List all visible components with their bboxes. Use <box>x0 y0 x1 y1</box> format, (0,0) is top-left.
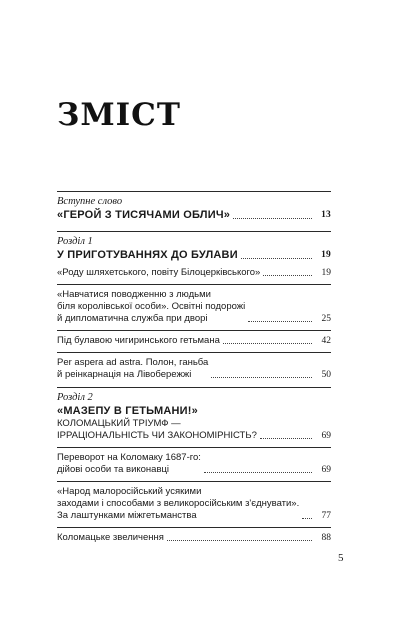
dot-leader <box>241 258 312 259</box>
dot-leader <box>233 218 312 219</box>
toc-entry[interactable] <box>57 418 331 442</box>
entry-title: КОЛОМАЦЬКИЙ ТРІУМФ — ІРРАЦІОНАЛЬНІСТЬ ЧИ ЗАКОНОМІРНІСТЬ? <box>57 418 257 441</box>
entry-title: «Народ малоросійський усякими заходами і способами з великоросійським з'єднувати». За лаштунками міжгетьманства <box>57 486 300 521</box>
entry-title: Коломацьке звеличення <box>57 532 164 543</box>
page-ref: 50 <box>321 370 331 380</box>
page-ref: 77 <box>321 511 331 521</box>
entry-divider <box>57 352 331 353</box>
dot-leader <box>223 343 312 344</box>
page-ref: 88 <box>321 533 331 543</box>
toc-section <box>57 236 331 381</box>
dot-leader <box>248 321 312 322</box>
entry-title: Під булавою чигиринського гетьмана <box>57 335 220 346</box>
section-divider <box>57 191 331 192</box>
table-of-contents <box>57 186 331 549</box>
toc-entry[interactable] <box>57 486 331 522</box>
toc-section <box>57 392 331 544</box>
section-heading: «ГЕРОЙ З ТИСЯЧАМИ ОБЛИЧ» <box>57 209 231 221</box>
entry-divider <box>57 284 331 285</box>
page-ref: 25 <box>321 314 331 324</box>
dot-leader <box>211 377 312 378</box>
page-ref: 69 <box>321 465 331 475</box>
page-ref: 19 <box>321 268 331 278</box>
dot-leader <box>204 472 312 473</box>
toc-entry[interactable] <box>57 289 331 325</box>
section-label: Розділ 2 <box>57 392 93 403</box>
section-label: Вступне слово <box>57 196 123 207</box>
section-label: Розділ 1 <box>57 236 93 247</box>
page-ref: 13 <box>321 210 331 220</box>
section-heading-row[interactable] <box>57 208 331 222</box>
entry-title: Переворот на Коломаку 1687-го: дійові особи та виконавці <box>57 452 201 475</box>
entry-divider <box>57 527 331 528</box>
toc-section <box>57 196 331 222</box>
toc-entry[interactable] <box>57 267 331 279</box>
page-ref: 19 <box>321 250 331 260</box>
section-heading-row[interactable] <box>57 404 331 418</box>
page-ref: 69 <box>321 431 331 441</box>
toc-entry[interactable] <box>57 532 331 544</box>
entry-title: Per aspera ad astra. Полон, ганьба й реінкарнація на Лівобережжі <box>57 357 209 380</box>
dot-leader <box>167 540 312 541</box>
page-number: 5 <box>338 552 344 564</box>
entry-title: «Роду шляхетського, повіту Білоцерківського» <box>57 267 261 278</box>
toc-entry[interactable] <box>57 335 331 347</box>
dot-leader <box>260 438 312 439</box>
section-heading: У ПРИГОТУВАННЯХ ДО БУЛАВИ <box>57 249 238 261</box>
dot-leader <box>263 275 312 276</box>
entry-divider <box>57 481 331 482</box>
entry-divider <box>57 330 331 331</box>
entry-title: «Навчатися поводженню з людьми біля королівської особи». Освітні подорожі й дипломатична служба при дворі <box>57 289 246 324</box>
dot-leader <box>302 518 312 519</box>
page-title: ЗМІСТ <box>57 97 181 133</box>
section-heading: «МАЗЕПУ В ГЕТЬМАНИ!» <box>57 405 198 417</box>
page-ref: 42 <box>321 336 331 346</box>
entry-divider <box>57 447 331 448</box>
toc-entry[interactable] <box>57 452 331 476</box>
section-divider <box>57 231 331 232</box>
section-divider <box>57 387 331 388</box>
toc-entry[interactable] <box>57 357 331 381</box>
section-heading-row[interactable] <box>57 248 331 262</box>
